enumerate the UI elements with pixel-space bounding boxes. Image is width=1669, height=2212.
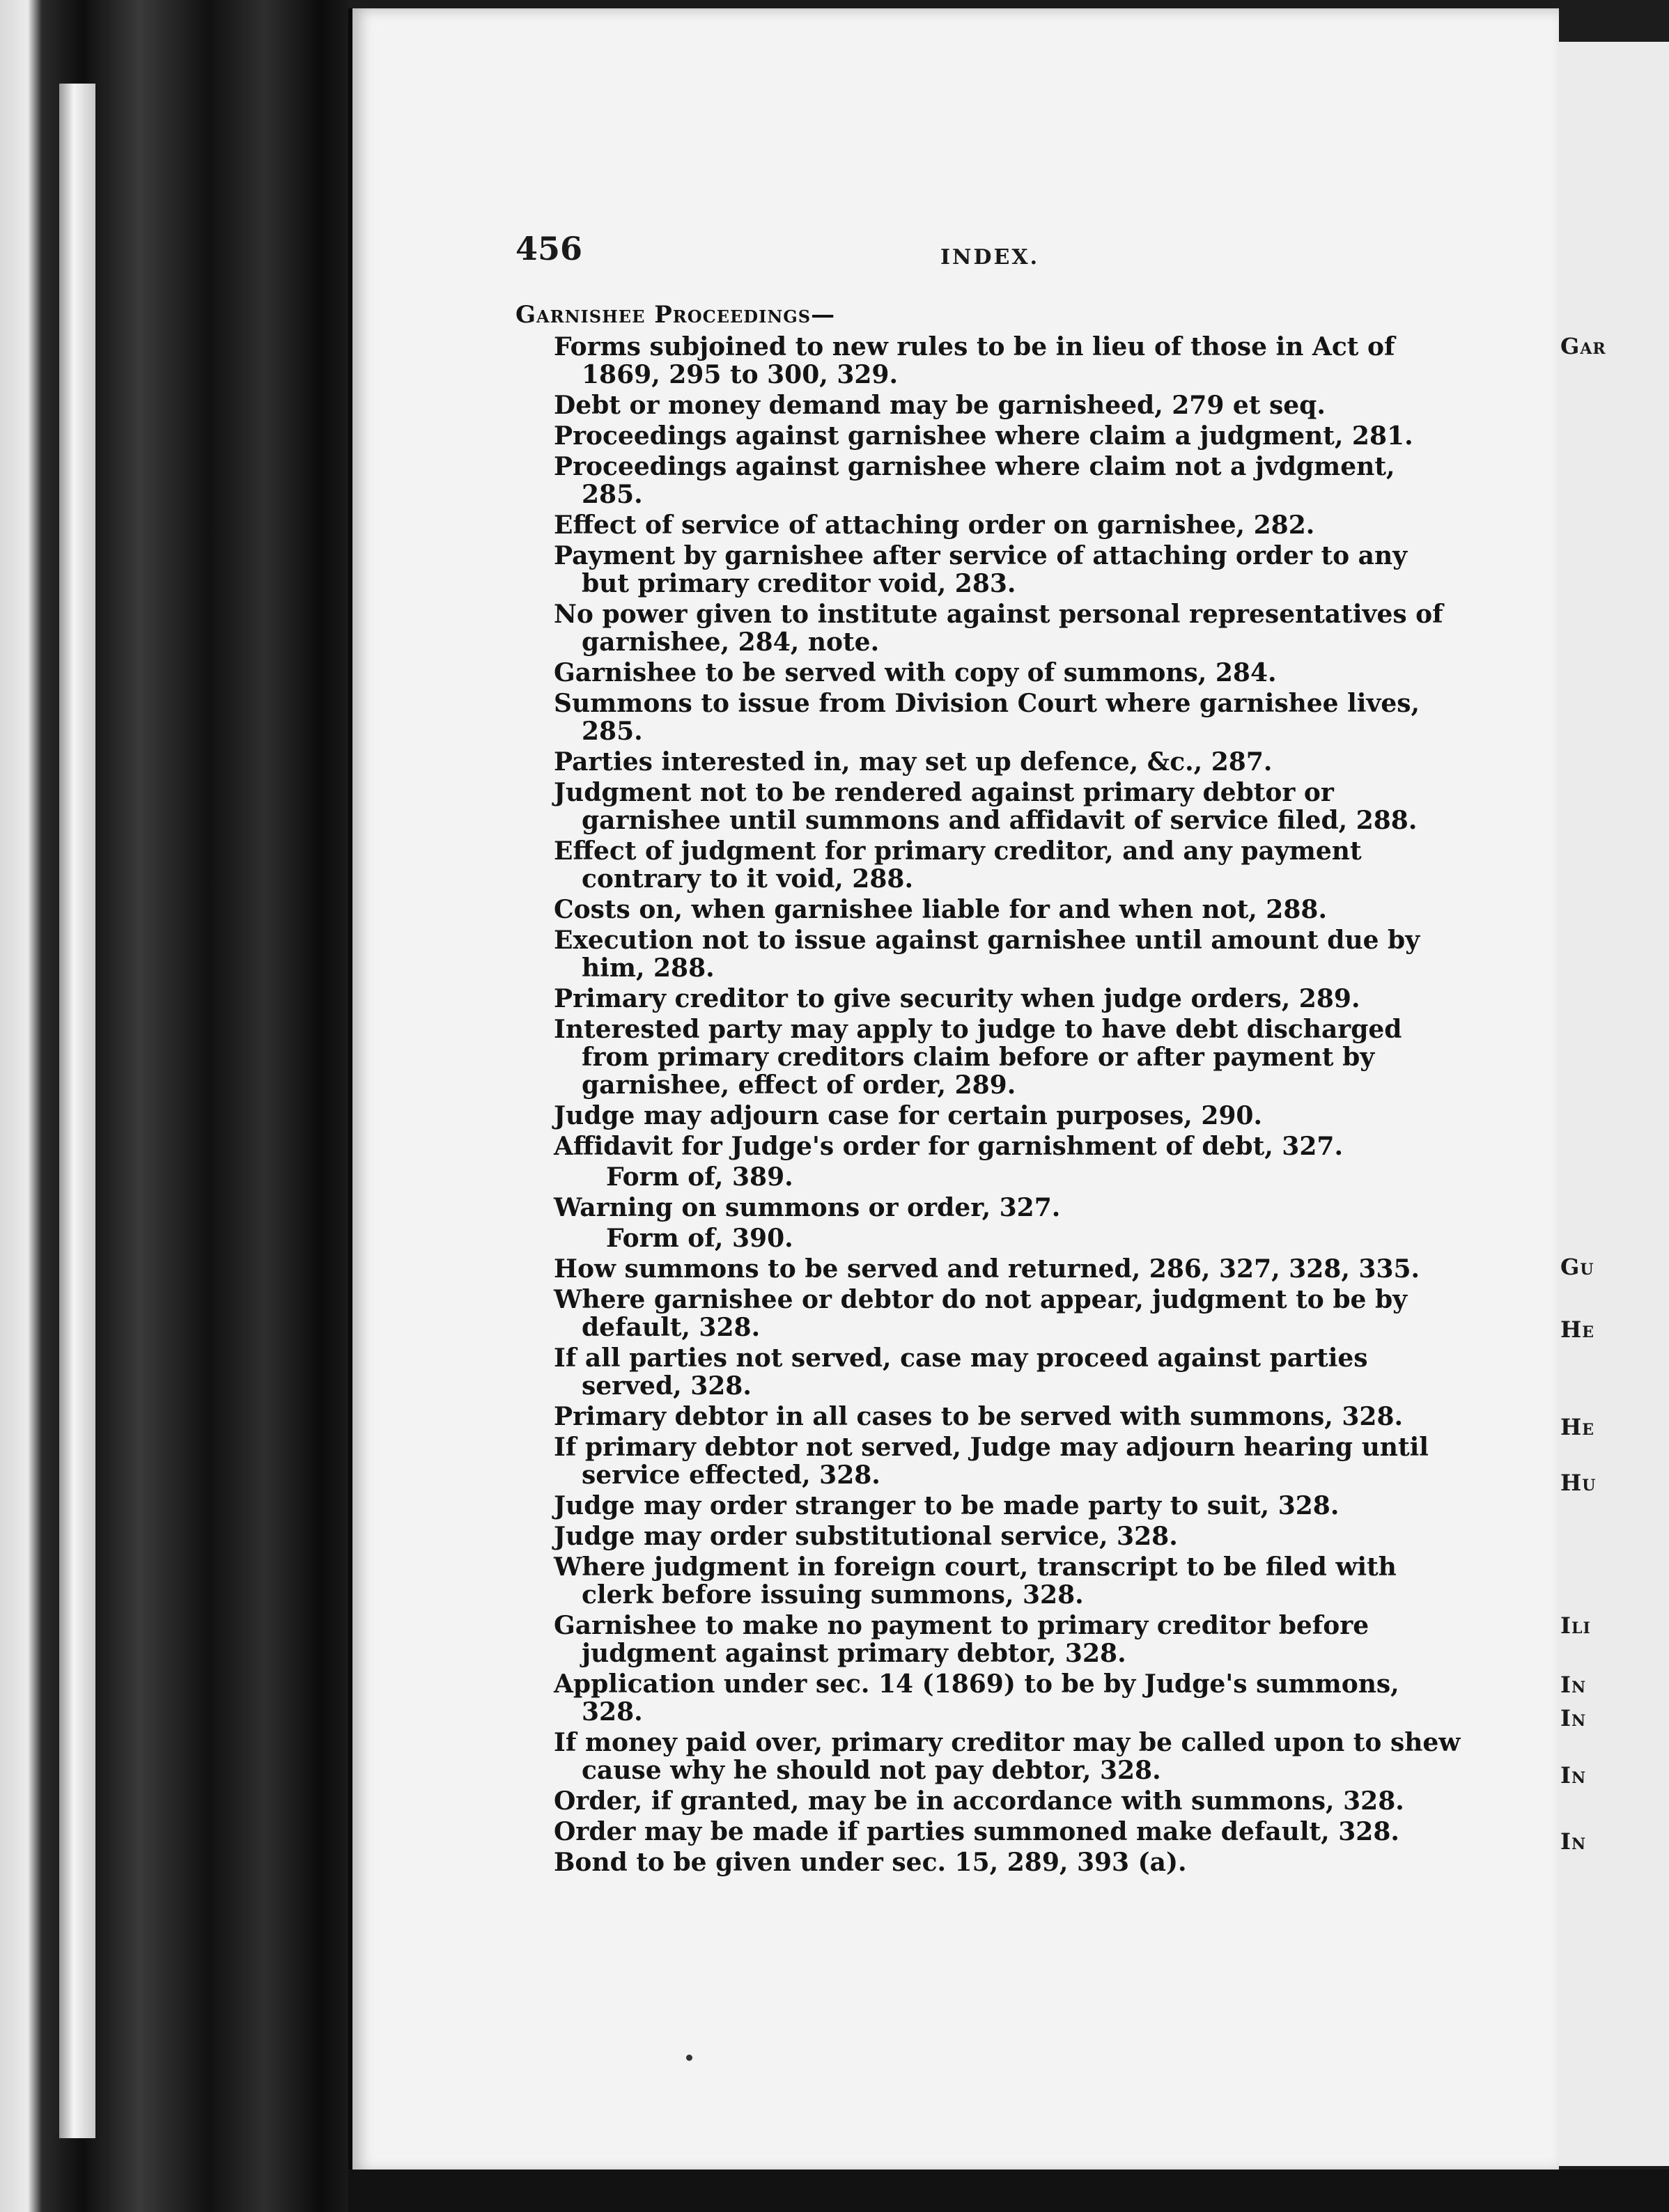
facing-page-fragment: In [1560, 1828, 1587, 1855]
facing-page-fragment: He [1560, 1316, 1595, 1343]
scan-background-left [0, 0, 348, 2212]
index-entry: Payment by garnishee after service of attaching order to any but primary creditor void, 283. [554, 541, 1408, 598]
index-entry: Proceedings against garnishee where claim not a jvdgment, 285. [554, 452, 1395, 509]
page-number: 456 [515, 230, 583, 267]
index-entry: Order may be made if parties summoned make default, 328. [554, 1817, 1399, 1846]
index-entry: Judge may adjourn case for certain purposes, 290. [554, 1101, 1262, 1130]
index-entry: Costs on, when garnishee liable for and when not, 288. [554, 895, 1327, 924]
index-entry: Bond to be given under sec. 15, 289, 393 (a). [554, 1848, 1187, 1877]
entry-list [515, 1255, 1463, 1876]
sub-entry: Form of, 390. [606, 1224, 793, 1253]
index-entry: Garnishee to be served with copy of summons, 284. [554, 658, 1277, 687]
index-entry: Primary creditor to give security when judge orders, 289. [554, 984, 1360, 1013]
facing-page-fragment: In [1560, 1672, 1587, 1698]
facing-page-fragment: He [1560, 1414, 1595, 1440]
index-entry: No power given to institute against personal representatives of garnishee, 284, note. [554, 600, 1443, 657]
index-entry: How summons to be served and returned, 286, 327, 328, 335. [554, 1254, 1420, 1284]
index-entry: Judge may order substitutional service, 328. [554, 1522, 1178, 1551]
index-entry: Garnishee to make no payment to primary creditor before judgment against primary debtor, 328. [554, 1611, 1369, 1668]
index-entry: Warning on summons or order, 327. [554, 1193, 1061, 1222]
facing-page-fragment: Gu [1560, 1254, 1594, 1280]
index-entry: Effect of service of attaching order on garnishee, 282. [554, 511, 1315, 540]
index-entry: Where garnishee or debtor do not appear, judgment to be by default, 328. [554, 1285, 1408, 1342]
index-entry: Summons to issue from Division Court where garnishee lives, 285. [554, 689, 1420, 746]
index-entry: Forms subjoined to new rules to be in lieu of those in Act of 1869, 295 to 300, 329. [554, 332, 1395, 389]
facing-page-fragment: In [1560, 1762, 1587, 1789]
page-header [515, 230, 1073, 272]
facing-page-fragment: Ili [1560, 1612, 1591, 1639]
index-heading: Garnishee Proceedings— [515, 301, 836, 329]
facing-page-fragment: Hu [1560, 1470, 1597, 1496]
index-section [515, 299, 1463, 1876]
index-entry: Proceedings against garnishee where claim a judgment, 281. [554, 421, 1413, 451]
index-entry: Interested party may apply to judge to have debt discharged from primary creditors claim before or after payment by garnishee, effect of order, 289. [554, 1015, 1402, 1100]
index-entry: If money paid over, primary creditor may be called upon to shew cause why he should not pay debtor, 328. [554, 1728, 1461, 1785]
book-spine-strip [59, 84, 95, 2138]
running-head: INDEX. [940, 245, 1040, 270]
facing-page-fragment: In [1560, 1705, 1587, 1731]
facing-page-fragment: Gar [1560, 333, 1606, 359]
index-entry: Debt or money demand may be garnisheed, 279 et seq. [554, 391, 1326, 420]
scan-bottom-band [348, 2170, 1669, 2212]
sub-entry: Form of, 389. [606, 1162, 793, 1192]
index-entry: If all parties not served, case may proceed against parties served, 328. [554, 1343, 1368, 1401]
index-entry: Application under sec. 14 (1869) to be by Judge's summons, 328. [554, 1669, 1399, 1727]
index-entry: Order, if granted, may be in accordance with summons, 328. [554, 1786, 1404, 1816]
index-entry: Effect of judgment for primary creditor, and any payment contrary to it void, 288. [554, 836, 1362, 894]
index-entry: Where judgment in foreign court, transcript to be filed with clerk before issuing summons, 328. [554, 1552, 1397, 1610]
index-entry: Judge may order stranger to be made party to suit, 328. [554, 1491, 1340, 1520]
index-entry: Primary debtor in all cases to be served with summons, 328. [554, 1402, 1404, 1431]
ink-spot [686, 2055, 692, 2061]
index-entry: If primary debtor not served, Judge may adjourn hearing until service effected, 328. [554, 1433, 1429, 1490]
index-entry: Judgment not to be rendered against primary debtor or garnishee until summons and affidavit of service filed, 288. [554, 778, 1418, 835]
index-entry: Affidavit for Judge's order for garnishment of debt, 327. [554, 1132, 1343, 1161]
index-entry: Execution not to issue against garnishee until amount due by him, 288. [554, 926, 1420, 983]
entry-list [515, 333, 1463, 1160]
index-entry: Parties interested in, may set up defence, &c., 287. [554, 747, 1273, 777]
